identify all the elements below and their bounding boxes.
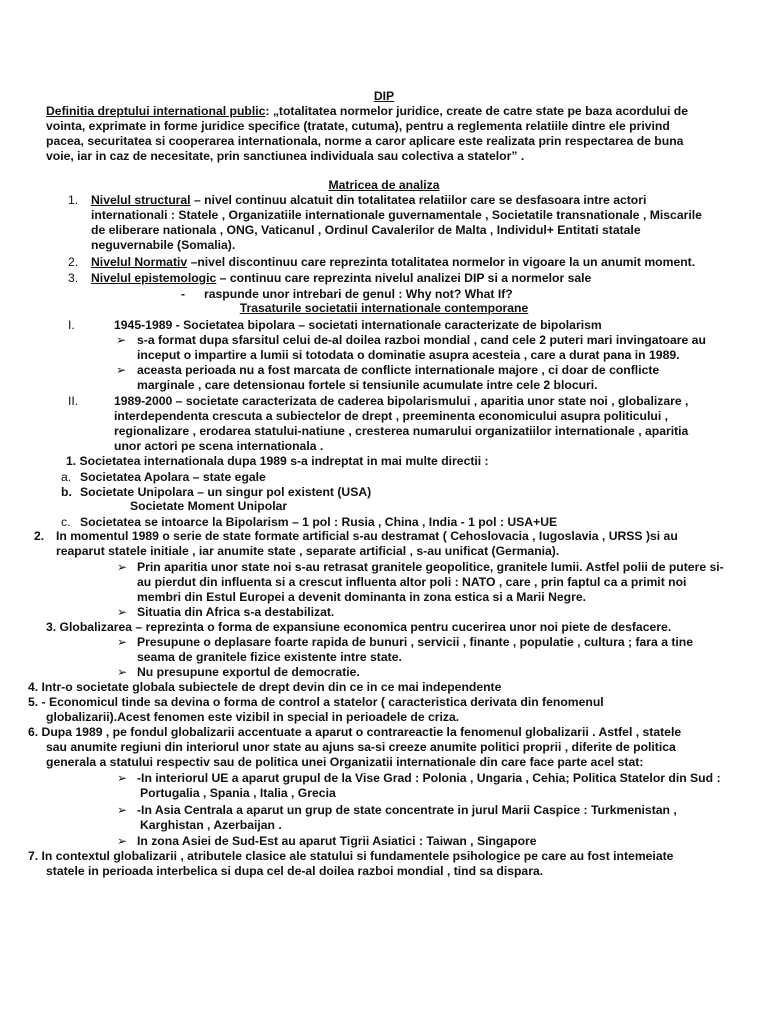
traits-I-text: 1945-1989 - Societatea bipolara – societati internationale caracterizate de bipolarism xyxy=(114,318,602,332)
point-2-number: 2. xyxy=(34,529,45,543)
matrix-item-3-line-1: Nivelul epistemologic – continuu care reprezinta nivelul analizei DIP si a normelor sale xyxy=(91,271,592,285)
matrix-item-1-number: 1. xyxy=(68,193,79,207)
definition-line-2: vointa, exprimate in forme juridice specifice (tratate, cutuma), pentru a reglementa relatiile dintre ele privind xyxy=(46,119,670,133)
point-6-line-2: sau anumite regiuni din interiorul unor state au ajuns sa-si creeze anumite politici proprii , diferite de politica xyxy=(46,740,676,754)
definition-term: Definitia dreptului international public xyxy=(46,104,266,118)
point-3-bullet-1-line-1: Presupune o deplasare foarte rapida de bunuri , servicii , finante , populatie , cultura ; fara a tine xyxy=(137,635,694,649)
traits-II-line-4: unor actori pe scena internationala . xyxy=(114,439,324,453)
point-6-bullet-1-line-1: -In interiorul UE a aparut grupul de la Vise Grad : Polonia , Ungaria , Cehia; Politica Statelor din Sud : xyxy=(137,771,721,785)
arrowhead-bullet-icon: ➢ xyxy=(117,834,128,848)
point-6-bullet-2-line-1: -In Asia Centrala a aparut un grup de state concentrate in jurul Marii Caspice : Turkmenistan , xyxy=(137,803,677,817)
traits-II-line-1: 1989-2000 – societate caracterizata de caderea bipolarismului , aparitia unor state noi , globalizare , xyxy=(114,394,689,408)
point-1b-label: b. xyxy=(61,485,72,499)
arrowhead-bullet-icon: ➢ xyxy=(117,803,128,817)
matrix-item-2-number: 2. xyxy=(68,255,79,269)
traits-I-bullet-2-line-1: aceasta perioada nu a fost marcata de conflicte internationale majore , ci doar de conflicte xyxy=(137,363,660,377)
traits-I-number: I. xyxy=(68,318,75,332)
arrowhead-bullet-icon: ➢ xyxy=(116,363,127,377)
point-2-bullet-1-line-2: au pierdut din influenta si a crescut influenta altor poli : NATO , care , prin faptul ca a primit noi xyxy=(137,575,687,589)
point-2-line-2: reaparut statele initiale , iar anumite state , separate artificial , s-au unificat (Germania). xyxy=(56,544,560,558)
point-6-line-3: generala a statului respectiv sau de politica unei Organizatii internationale din care face parte acel stat: xyxy=(46,755,644,769)
point-6-bullet-3-line-1: In zona Asiei de Sud-Est au aparut Tigrii Asiatici : Taiwan , Singapore xyxy=(137,834,537,848)
arrowhead-bullet-icon: ➢ xyxy=(117,605,128,619)
point-2-line-1: In momentul 1989 o serie de state formate artificial s-au destramat ( Cehoslovacia , Iugoslavia , URSS )si au xyxy=(56,529,678,543)
point-5-line-1: 5. - Economicul tinde sa devina o forma de control a statelor ( caracteristica derivata din fenomenul xyxy=(28,695,604,709)
matrix-item-1-line-2: internationali : Statele , Organizatiile internationale guvernamentale , Societatile transnationale , Miscarile xyxy=(91,208,702,222)
traits-I-bullet-1-line-1: s-a format dupa sfarsitul celui de-al doilea razboi mondial , cand cele 2 puteri mari invingatoare au xyxy=(137,333,706,347)
matrix-heading: Matricea de analiza xyxy=(328,178,440,192)
point-2-bullet-1-line-1: Prin aparitia unor state noi s-au retrasat granitele geopolitice, granitele lumii. Astfel polii de putere si- xyxy=(137,560,724,574)
point-1c-label: c. xyxy=(61,515,71,529)
point-1c-text: Societatea se intoarce la Bipolarism – 1 pol : Rusia , China , India - 1 pol : USA+UE xyxy=(80,515,558,529)
point-6-bullet-2-line-2: Karghistan , Azerbaijan . xyxy=(140,818,282,832)
point-1b-sub: Societate Moment Unipolar xyxy=(130,499,288,513)
traits-I-bullet-1-line-2: inceput o impartire a lumii si totodata o dominatie asupra acesteia , care a durat pana in 1989. xyxy=(137,348,680,362)
traits-heading: Trasaturile societatii internationale contemporane xyxy=(239,301,529,315)
point-7-line-2: statele in perioada interbelica si dupa cel de-al doilea razboi mondial , tind sa dispara. xyxy=(46,864,544,878)
point-3-bullet-2-line-1: Nu presupune exportul de democratie. xyxy=(137,665,360,679)
traits-II-number: II. xyxy=(68,394,79,408)
point-6-line-1: 6. Dupa 1989 , pe fondul globalizarii accentuate a aparut o contrareactie la fenomenul globalizarii . Astfel , statele xyxy=(28,725,682,739)
definition-line-4: voie, iar in caz de necesitate, prin sanctiunea individuala sau colectiva a statelor” . xyxy=(46,149,525,163)
point-1-text: 1. Societatea internationala dupa 1989 s-a indreptat in mai multe directii : xyxy=(66,454,489,468)
point-5-line-2: globalizarii).Acest fenomen este vizibil in special in perioadele de criza. xyxy=(46,710,460,724)
arrowhead-bullet-icon: ➢ xyxy=(117,771,128,785)
point-1b-text: Societate Unipolara – un singur pol existent (USA) xyxy=(80,485,372,499)
traits-II-line-2: interdependenta crescuta a subiectelor de drept , preeminenta economicului asupra politicului , xyxy=(114,409,668,423)
arrowhead-bullet-icon: ➢ xyxy=(117,560,128,574)
traits-II-line-3: regionalizare , erodarea statului-natiune , cresterea numarului organizatiilor internationale , aparitia xyxy=(114,424,689,438)
point-3-text: 3. Globalizarea – reprezinta o forma de expansiune economica pentru cucerirea unor noi piete de desfacere. xyxy=(46,620,672,634)
matrix-item-1-line-4: neguvernabile (Somalia). xyxy=(91,238,236,252)
point-2-bullet-2-line-1: Situatia din Africa s-a destabilizat. xyxy=(137,605,335,619)
point-1a-text: Societatea Apolara – state egale xyxy=(80,470,266,484)
matrix-item-2-line-1: Nivelul Normativ –nivel discontinuu care reprezinta totalitatea normelor in vigoare la un anumit moment. xyxy=(91,255,696,269)
matrix-item-1-line-1: Nivelul structural – nivel continuu alcatuit din totalitatea relatiilor care se desfasoara intre actori xyxy=(91,193,647,207)
matrix-item-3-number: 3. xyxy=(68,271,79,285)
arrowhead-bullet-icon: ➢ xyxy=(117,635,128,649)
definition-line-1: Definitia dreptului international public: „totalitatea normelor juridice, create de catre state pe baza acordului de xyxy=(46,104,689,118)
point-7-line-1: 7. In contextul globalizarii , atributele clasice ale statului si fundamentele psihologice pe care au fost intemeiate xyxy=(28,849,674,863)
point-1a-label: a. xyxy=(61,470,72,484)
matrix-dash: - xyxy=(181,287,186,301)
point-6-bullet-1-line-2: Portugalia , Spania , Italia , Grecia xyxy=(140,786,336,800)
point-3-bullet-1-line-2: seama de granitele fizice existente intre state. xyxy=(137,650,402,664)
point-4-text: 4. Intr-o societate globala subiectele de drept devin din ce in ce mai independente xyxy=(28,680,502,694)
point-2-bullet-1-line-3: membri din Estul Europei a devenit dominanta in zona estica si a Marii Negre. xyxy=(137,590,587,604)
definition-line-3: pacea, securitatea si cooperarea internationala, norme a caror aplicare este realizata prin respectarea de buna xyxy=(46,134,684,148)
arrowhead-bullet-icon: ➢ xyxy=(116,333,127,347)
arrowhead-bullet-icon: ➢ xyxy=(117,665,128,679)
matrix-dash-text: raspunde unor intrebari de genul : Why not? What If? xyxy=(204,287,513,301)
traits-I-bullet-2-line-2: marginale , care detensionau fortele si tensiunile acumulate intre cele 2 blocuri. xyxy=(137,378,598,392)
page-title: DIP xyxy=(373,89,395,103)
matrix-item-1-line-3: de eliberare nationala , ONG, Vaticanul , Ordinul Cavalerilor de Malta , Individul+ Entitati statale xyxy=(91,223,641,237)
